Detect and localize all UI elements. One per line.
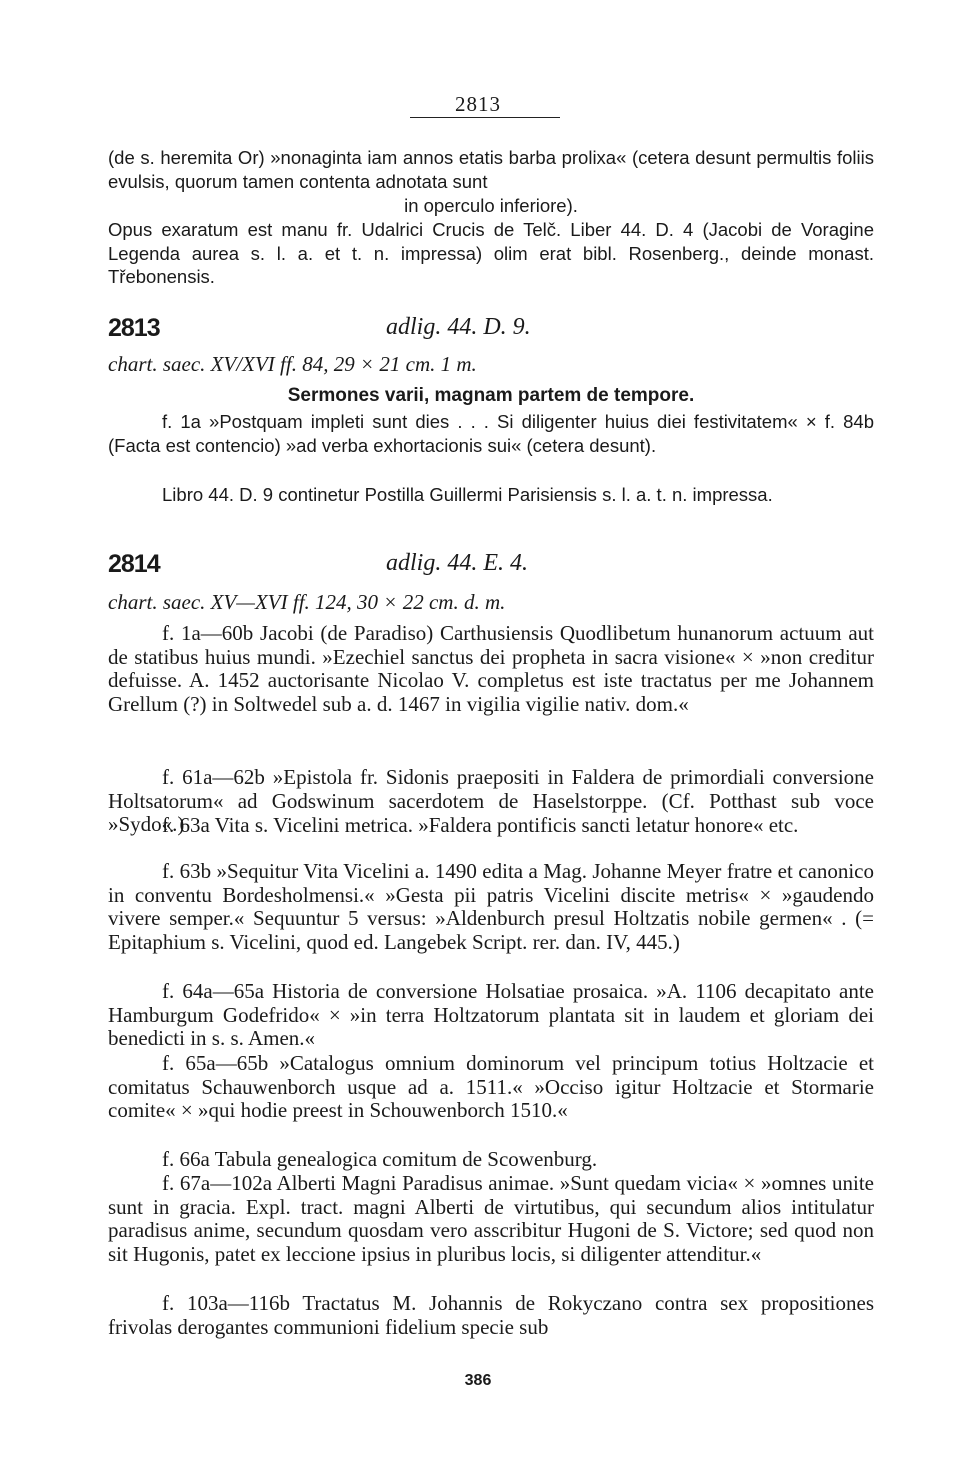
para-2813-1: f. 1a »Postquam impleti sunt dies . . . Si diligenter huius diei festivitatem« × f. 84b (Facta est contencio) »ad verba exhortacionis sui« (cetera desunt). (108, 411, 874, 456)
continued-line3: Opus exaratum est manu fr. Udalrici Crucis de Telč. Liber 44. D. 4 (Jacobi de Voragine Legenda aurea s. l. a. et t. n. impressa) olim erat bibl. Rosenberg., deinde monast. Třebonensis. (108, 219, 874, 287)
shelfmark-2814: adlig. 44. E. 4. (386, 550, 528, 576)
page-header-number: 2813 (455, 92, 501, 116)
footer-page-number: 386 (464, 1372, 492, 1389)
para-2814-5: f. 64a—65a Historia de conversione Holsatiae prosaica. »A. 1106 decapitato ante Hamburgum Godefrido« × »in terra Holtzatorum plantata sit in laudem et gloriam dei benedicti in s. s. Amen.« (108, 979, 874, 1050)
para-2813-2: Libro 44. D. 9 continetur Postilla Guillermi Parisiensis s. l. a. t. n. impressa. (162, 484, 773, 505)
para-2814-4: f. 63b »Sequitur Vita Vicelini a. 1490 edita a Mag. Johanne Meyer fratre et canonico in conventu Bordesholmensi.« »Gesta pii patris Vicelini discite metris« × »gaudendo vivere semper.« Sequuntur 5 versus: »Aldenburch presul Holtzatis nobile germen« . (= Epitaphium s. Vicelini, quod ed. Langebek Script. rer. dan. IV, 445.) (108, 859, 874, 954)
para-2814-2: f. 61a—62b »Epistola fr. Sidonis praepositi in Faldera de primordiali conversione Holtsatorum« ad Godswinum sacerdotem de Haselstorppe. (Cf. Potthast sub voce »Sydo«.) (108, 765, 874, 836)
para-2814-3: f. 63a Vita s. Vicelini metrica. »Faldera pontificis sancti letatur honore« etc. (162, 813, 799, 837)
description-2813: chart. saec. XV/XVI ff. 84, 29 × 21 cm. 1 m. (108, 352, 477, 376)
description-2814: chart. saec. XV—XVI ff. 124, 30 × 22 cm. d. m. (108, 590, 506, 614)
para-2814-7: f. 66a Tabula genealogica comitum de Scowenburg. (162, 1147, 598, 1171)
continued-line1: (de s. heremita Or) »nonaginta iam annos etatis barba prolixa« (cetera desunt permultis foliis evulsis, quorum tamen contenta adnotata sunt (108, 147, 874, 192)
para-2814-9: f. 103a—116b Tractatus M. Johannis de Rokyczano contra sex propositiones frivolas derogantes communioni fidelium specie sub (108, 1291, 874, 1339)
para-2814-1: f. 1a—60b Jacobi (de Paradiso) Carthusiensis Quodlibetum hunanorum actuum aut de statibus huius mundi. »Ezechiel sanctus dei propheta in sacra visione« × »non creditur defuisse. A. 1452 auctorisante Nicolao V. completus est iste tractatus per me Johannem Grellum (?) in Soltwedel sub a. d. 1467 in vigilia vigilie nativ. dom.« (108, 621, 874, 716)
para-2814-6: f. 65a—65b »Catalogus omnium dominorum vel principum totius Holtzacie et comitatus Schauwenborch usque ad a. 1511.« »Occiso igitur Holtzacie et Stormarie comite« × »qui hodie preest in Schouwenborch 1510.« (108, 1051, 874, 1122)
title-2813: Sermones varii, magnam partem de tempore. (287, 385, 695, 406)
entry-number-2814: 2814 (108, 550, 160, 578)
entry-number-2813: 2813 (108, 314, 160, 342)
shelfmark-2813: adlig. 44. D. 9. (386, 314, 531, 340)
header-rule (410, 117, 560, 118)
para-2814-8: f. 67a—102a Alberti Magni Paradisus animae. »Sunt quedam vicia« × »omnes unite sunt in gracia. Expl. tract. magni Alberti de virtutibus, qui secundum alios intitulatur paradisus anime, secundum quosdam vero asscribitur Hugoni de S. Victore; sed quod non sit Hugonis, patet ex leccione ipsius in pluribus locis, si diligenter attenditur.« (108, 1171, 874, 1266)
continued-line2: in operculo inferiore). (404, 195, 578, 216)
